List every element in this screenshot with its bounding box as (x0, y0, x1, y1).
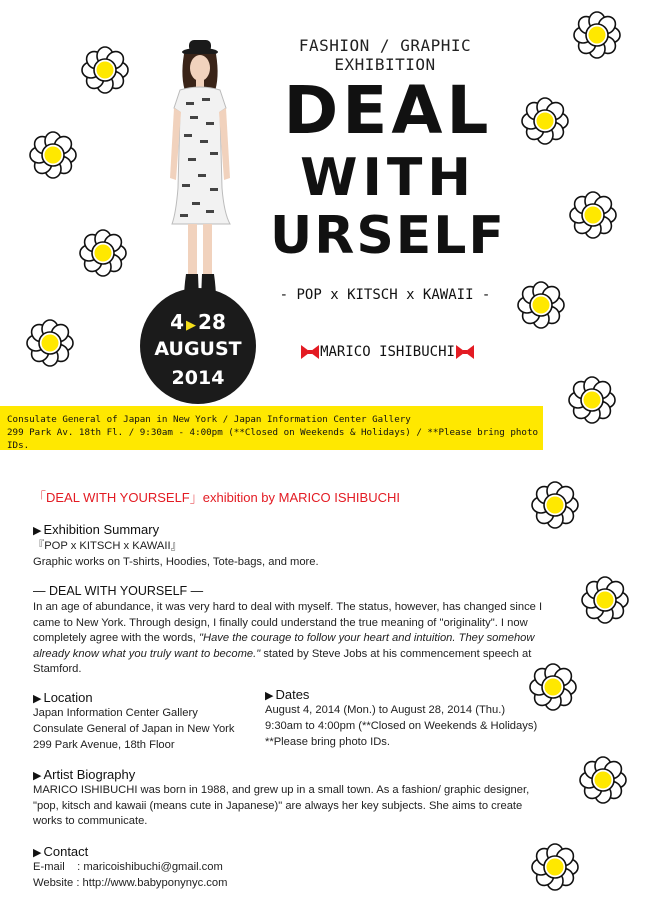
website-link[interactable]: http://www.babyponynyc.com (82, 877, 228, 889)
summary-line-1: 『POP x KITSCH x KAWAII』 (33, 540, 182, 552)
dates-line: **Please bring photo IDs. (265, 736, 391, 748)
red-bow-icon (300, 344, 320, 360)
banner-line-1: Consulate General of Japan in New York / Japan Information Center Gallery (7, 414, 411, 425)
venue-banner (0, 406, 543, 450)
bio-text: MARICO ISHIBUCHI was born in 1988, and grew up in a small town. As a fashion/ graphic designer, "pop, kitsch and kawaii (means cute in Japanese)" are always her key subjects. She aims to create works to communicate. (33, 784, 530, 827)
triangle-bullet-icon: ▶ (33, 770, 42, 782)
email-link[interactable]: maricoishibuchi@gmail.com (83, 861, 223, 873)
title-line-1: DEAL (283, 72, 493, 149)
summary-line-2: Graphic works on T-shirts, Hoodies, Tote-bags, and more. (33, 556, 319, 568)
exhibition-subtitle: FASHION / GRAPHIC EXHIBITION (298, 36, 472, 74)
date-month: AUGUST (154, 338, 242, 360)
section-contact-title: ▶ Contact (33, 844, 89, 859)
dates-line: 9:30am to 4:00pm (**Closed on Weekends & Holidays) (265, 720, 538, 732)
section-dates-title: ▶ Dates (265, 687, 310, 702)
location-line: 299 Park Avenue, 18th Floor (33, 739, 175, 751)
contact-website-row: Website : http://www.babyponynyc.com (33, 877, 228, 889)
daisy-flower-icon (25, 318, 75, 368)
daisy-flower-icon (28, 130, 78, 180)
banner-line-2: 299 Park Av. 18th Fl. / 9:30am - 4:00pm (**Closed on Weekends & Holidays) / **Please bring photo IDs. (7, 427, 539, 451)
daisy-flower-icon (516, 280, 566, 330)
location-line: Japan Information Center Gallery (33, 707, 198, 719)
model-photo (150, 38, 250, 310)
arrow-right-icon: ▶ (186, 318, 197, 333)
daisy-flower-icon (578, 755, 628, 805)
daisy-flower-icon (572, 10, 622, 60)
triangle-bullet-icon: ▶ (33, 847, 42, 859)
date-range (140, 310, 256, 334)
date-badge (140, 288, 256, 404)
artist-line (300, 340, 475, 364)
tagline: - POP x KITSCH x KAWAII - (279, 287, 491, 303)
daisy-flower-icon (567, 375, 617, 425)
red-bow-icon (455, 344, 475, 360)
date-end: 28 (198, 310, 226, 334)
daisy-flower-icon (520, 96, 570, 146)
title-line-2: WITH (300, 148, 476, 208)
artist-name: MARICO ISHIBUCHI (320, 344, 455, 360)
daisy-flower-icon (580, 575, 630, 625)
location-line: Consulate General of Japan in New York (33, 723, 235, 735)
daisy-flower-icon (530, 480, 580, 530)
triangle-bullet-icon: ▶ (33, 525, 42, 537)
contact-email-row: E-mail : maricoishibuchi@gmail.com (33, 861, 223, 873)
daisy-flower-icon (568, 190, 618, 240)
daisy-flower-icon (78, 228, 128, 278)
section-bio-title: ▶ Artist Biography (33, 767, 136, 782)
daisy-flower-icon (80, 45, 130, 95)
daisy-flower-icon (530, 842, 580, 892)
section-summary-title: ▶ Exhibition Summary (33, 522, 160, 537)
section-location-title: ▶ Location (33, 690, 93, 705)
dwy-title: — DEAL WITH YOURSELF — (33, 584, 204, 598)
date-start: 4 (170, 310, 185, 334)
date-year: 2014 (171, 367, 225, 389)
exhibition-heading: 「DEAL WITH YOURSELF」exhibition by MARICO ISHIBUCHI (33, 490, 400, 505)
dates-line: August 4, 2014 (Mon.) to August 28, 2014 (Thu.) (265, 704, 506, 716)
triangle-bullet-icon: ▶ (265, 690, 274, 702)
triangle-bullet-icon: ▶ (33, 693, 42, 705)
title-line-3: URSELF (270, 206, 506, 266)
dwy-paragraph: In an age of abundance, it was very hard to deal with myself. The status, however, has changed since I came to New York. Through design, I finally could understand the true meaning of "originality". I now completely agree with the words, "Have the courage to follow your heart and intuition. They somehow already know what you truly want to become." stated by Steve Jobs at his commencement speech at Stamford. (33, 601, 543, 675)
